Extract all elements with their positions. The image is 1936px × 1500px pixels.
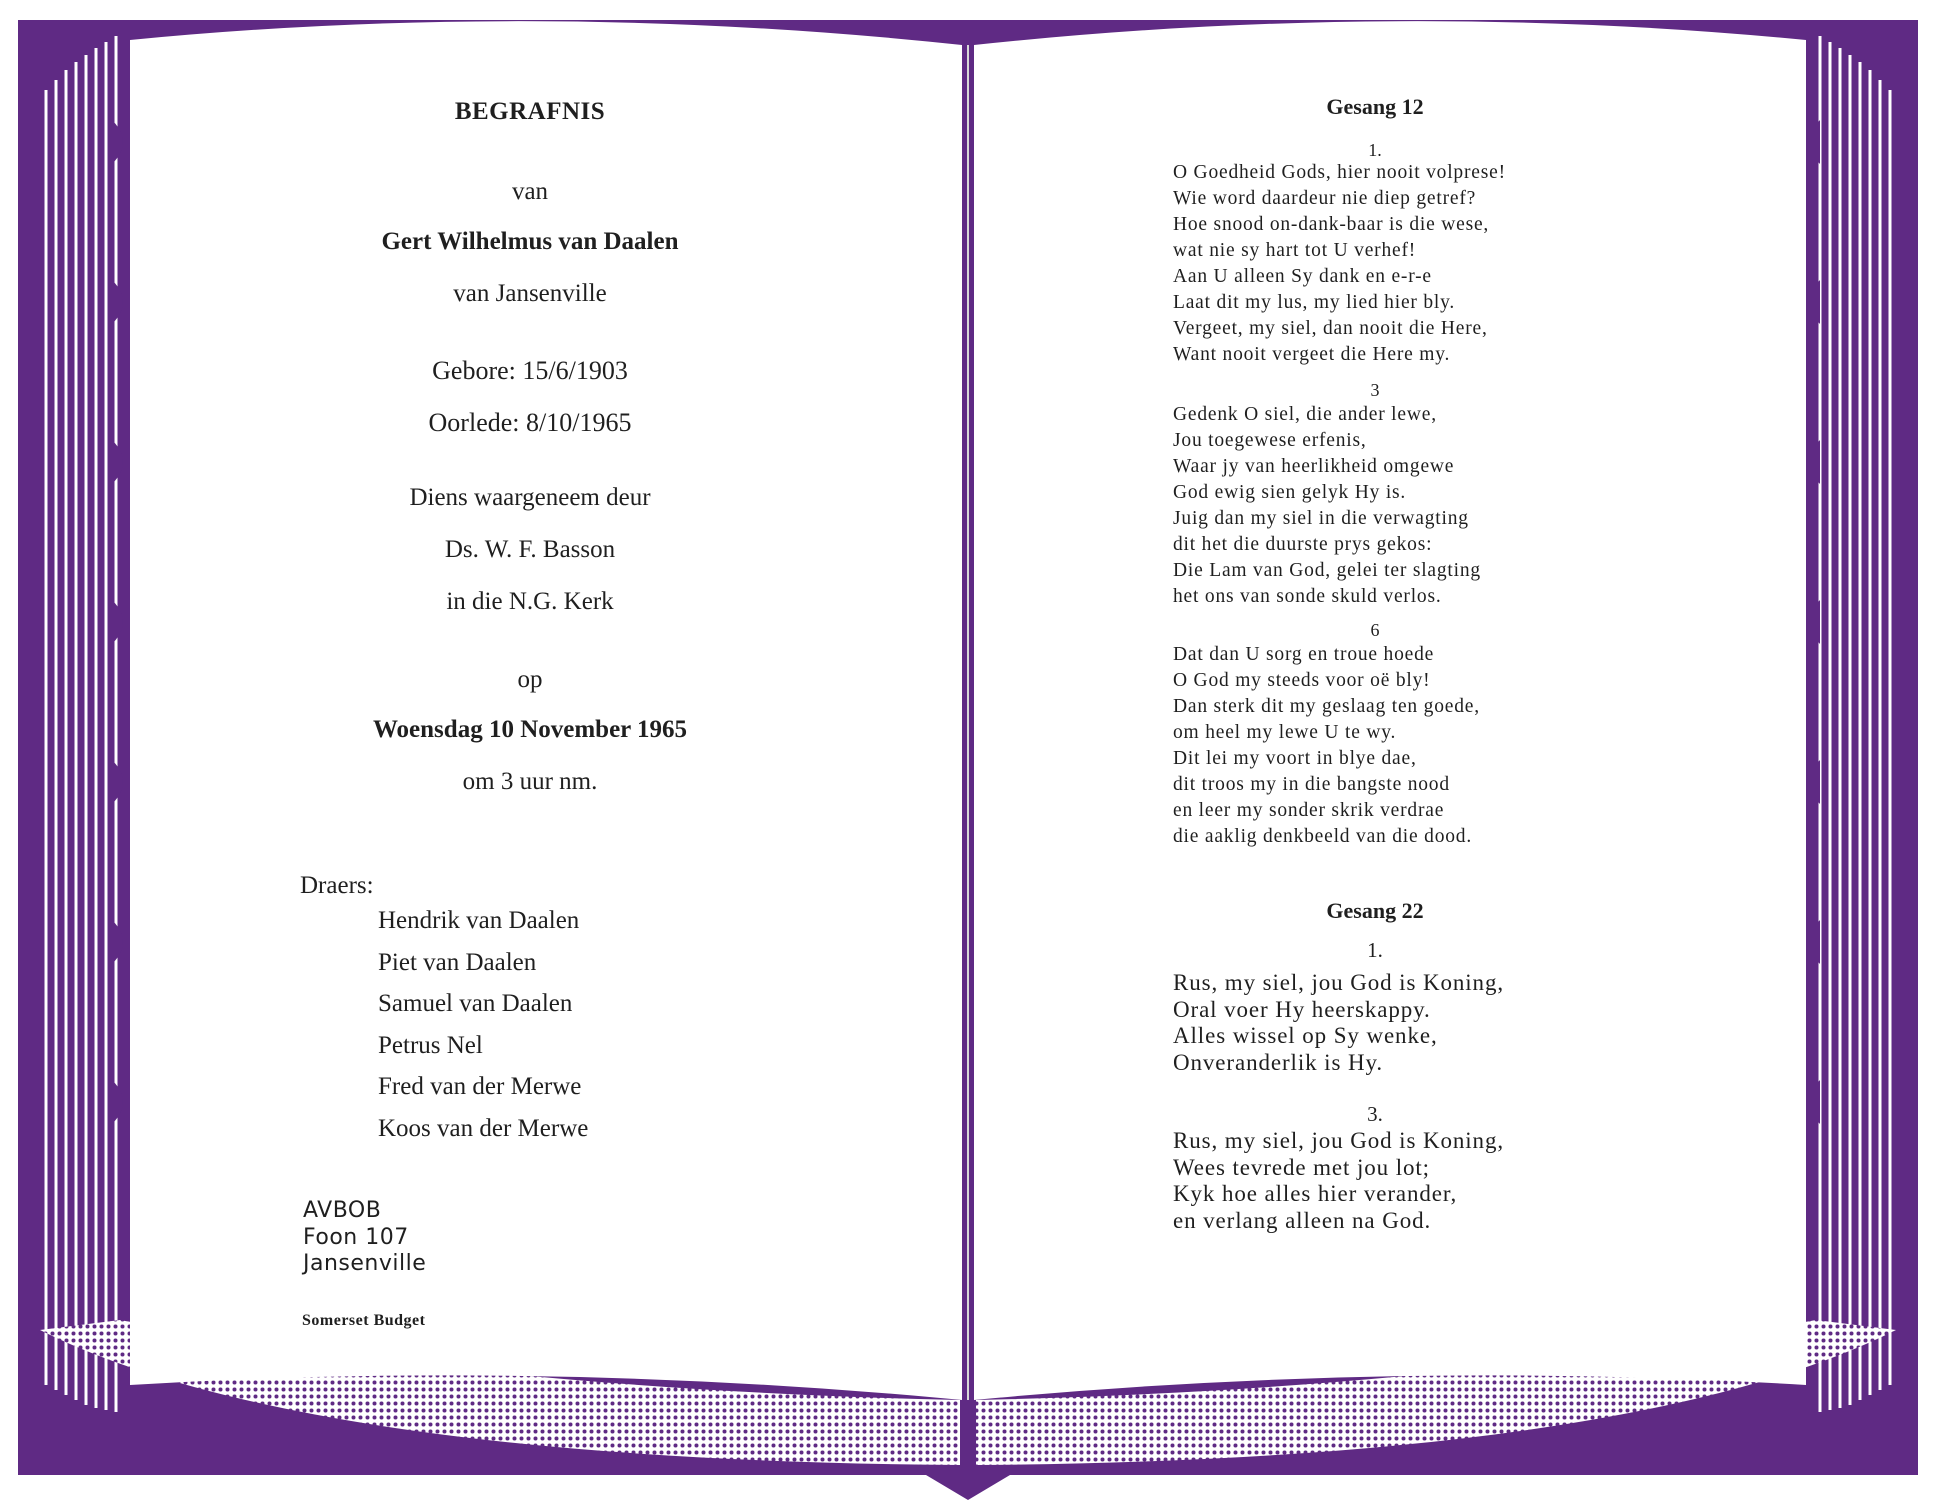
funeral-date: Woensdag 10 November 1965 (372, 716, 688, 743)
undertaker-block (303, 1198, 426, 1278)
verse-line: Dat dan U sorg en troue hoede (1173, 644, 1435, 665)
printer-credit: Somerset Budget (302, 1312, 426, 1329)
death-date: Oorlede: 8/10/1965 (428, 408, 632, 437)
bearer-name: Samuel van Daalen (378, 990, 573, 1017)
verse-lines (1173, 970, 1504, 1076)
verse-line: en leer my sonder skrik verdrae (1173, 800, 1445, 821)
verse-line: Die Lam van God, gelei ter slagting (1173, 560, 1481, 581)
program-title: BEGRAFNIS (454, 98, 606, 125)
verse-line: Rus, my siel, jou God is Koning, (1173, 970, 1505, 995)
verse-line: O God my steeds voor oë bly! (1173, 670, 1431, 691)
verse-line: en verlang alleen na God. (1173, 1207, 1432, 1233)
right-page-content (1010, 60, 1710, 1380)
bearer-name: Koos van der Merwe (378, 1114, 589, 1142)
verse-number: 1. (1367, 938, 1383, 962)
left-page-content (140, 60, 920, 1380)
verse-line: het ons van sonde skuld verlos. (1173, 586, 1442, 607)
verse-line: Gedenk O siel, die ander lewe, (1173, 404, 1437, 425)
verse-lines (1173, 160, 1506, 368)
verse-line: die aaklig denkbeeld van die dood. (1173, 826, 1473, 847)
hometown: van Jansenville (453, 280, 607, 307)
birth-date: Gebore: 15/6/1903 (432, 356, 628, 385)
undertaker-town: Jansenville (303, 1251, 427, 1276)
van-line: van (511, 178, 549, 205)
undertaker-name: AVBOB (303, 1198, 382, 1223)
service-line: Diens waargeneem deur (409, 484, 651, 511)
verse-line: Wees tevrede met jou lot; (1173, 1154, 1430, 1180)
verse-line: Dit lei my voort in blye dae, (1173, 748, 1417, 769)
deceased-name: Gert Wilhelmus van Daalen (381, 228, 679, 255)
verse-number: 1. (1368, 140, 1382, 160)
bearer-name: Hendrik van Daalen (378, 907, 580, 934)
verse-line: Vergeet, my siel, dan nooit die Here, (1173, 318, 1488, 339)
hymn-title: Gesang 12 (1326, 94, 1424, 119)
verse-line: God ewig sien gelyk Hy is. (1173, 482, 1407, 503)
undertaker-phone: Foon 107 (303, 1224, 409, 1250)
verse-line: Aan U alleen Sy dank en e-r-e (1173, 266, 1432, 287)
bearer-name: Piet van Daalen (378, 948, 537, 976)
verse-line: dit het die duurste prys gekos: (1173, 534, 1433, 555)
verse-line: Rus, my siel, jou God is Koning, (1173, 1128, 1505, 1153)
verse-line: dit troos my in die bangste nood (1173, 774, 1450, 795)
verse-number: 6 (1370, 620, 1380, 640)
verse-line: Dan sterk dit my geslaag ten goede, (1173, 696, 1480, 717)
verse-line: Wie word daardeur nie diep getref? (1173, 188, 1477, 209)
verse-line: wat nie sy hart tot U verhef! (1173, 240, 1417, 261)
verse-line: Jou toegewese erfenis, (1173, 430, 1367, 451)
verse-line: Onveranderlik is Hy. (1173, 1049, 1384, 1075)
bearer-name: Fred van der Merwe (378, 1073, 582, 1100)
minister-name: Ds. W. F. Basson (444, 536, 616, 563)
hymn-title: Gesang 22 (1326, 898, 1424, 923)
bearer-name: Petrus Nel (378, 1031, 483, 1059)
verse-line: Alles wissel op Sy wenke, (1173, 1023, 1438, 1048)
funeral-time: om 3 uur nm. (462, 768, 598, 795)
verse-number: 3. (1367, 1102, 1383, 1126)
verse-lines (1173, 1128, 1504, 1234)
verse-lines (1173, 642, 1480, 850)
verse-line: Kyk hoe alles hier verander, (1173, 1181, 1458, 1206)
bearers-list (378, 900, 588, 1149)
bearers-label: Draers: (300, 872, 374, 899)
verse-line: Laat dit my lus, my lied hier bly. (1173, 292, 1456, 313)
verse-line: Want nooit vergeet die Here my. (1173, 344, 1451, 365)
verse-lines (1173, 402, 1481, 610)
verse-line: Oral voer Hy heerskappy. (1173, 996, 1431, 1022)
verse-line: Waar jy van heerlikheid omgewe (1173, 456, 1455, 477)
op-line: op (517, 666, 543, 693)
verse-line: Juig dan my siel in die verwagting (1173, 508, 1469, 529)
church-name: in die N.G. Kerk (446, 588, 614, 615)
verse-line: om heel my lewe U te wy. (1173, 722, 1397, 743)
verse-number: 3 (1370, 380, 1380, 400)
verse-line: O Goedheid Gods, hier nooit volprese! (1173, 162, 1506, 183)
verse-line: Hoe snood on-dank-baar is die wese, (1173, 214, 1490, 235)
